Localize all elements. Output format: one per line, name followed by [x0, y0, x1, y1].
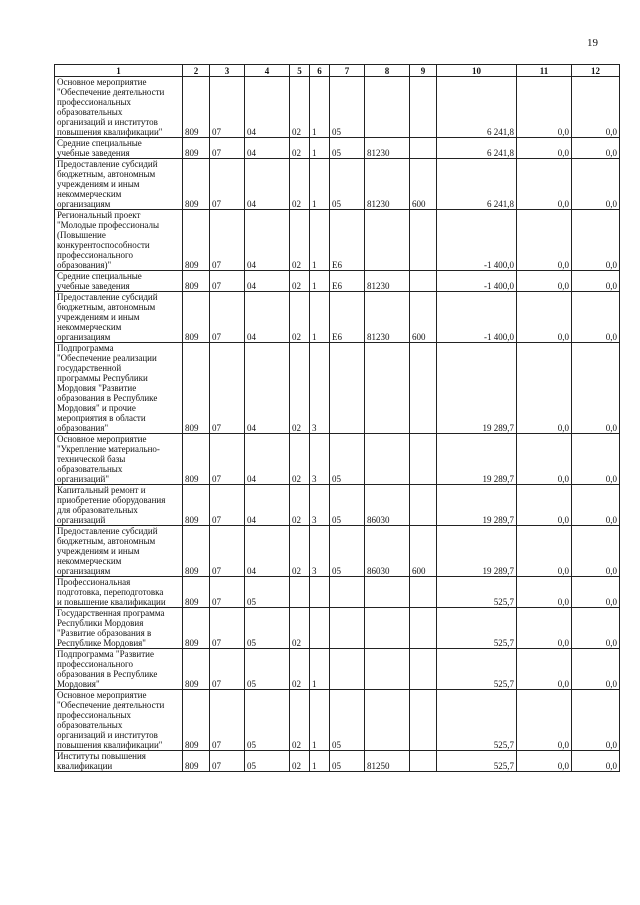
subprogram-cell: 1: [310, 292, 330, 343]
program-cell: 02: [290, 690, 310, 751]
column-header: 4: [245, 65, 290, 77]
amount-cell: 19 289,7: [437, 343, 517, 434]
amount-cell: 0,0: [572, 434, 620, 485]
section-cell: 07: [210, 690, 245, 751]
activity-cell: [330, 577, 365, 608]
subsection-cell: 04: [245, 434, 290, 485]
amount-cell: 0,0: [572, 608, 620, 649]
activity-cell: 05: [330, 159, 365, 210]
subprogram-cell: 3: [310, 526, 330, 577]
activity-cell: E6: [330, 271, 365, 292]
activity-cell: [330, 343, 365, 434]
subprogram-cell: 1: [310, 751, 330, 772]
subsection-cell: 04: [245, 292, 290, 343]
expense-type-cell: [410, 608, 437, 649]
amount-cell: 0,0: [517, 138, 572, 159]
section-cell: 07: [210, 159, 245, 210]
direction-cell: [365, 690, 410, 751]
activity-cell: 05: [330, 138, 365, 159]
expense-type-cell: [410, 210, 437, 271]
grbs-cell: 809: [183, 526, 210, 577]
activity-cell: 05: [330, 526, 365, 577]
subsection-cell: 04: [245, 77, 290, 138]
amount-cell: 0,0: [517, 751, 572, 772]
subprogram-cell: 3: [310, 485, 330, 526]
amount-cell: 0,0: [572, 292, 620, 343]
column-header: 2: [183, 65, 210, 77]
direction-cell: [365, 434, 410, 485]
row-name-cell: Средние специальные учебные заведения: [55, 138, 183, 159]
grbs-cell: 809: [183, 690, 210, 751]
column-header: 7: [330, 65, 365, 77]
table-row: [55, 210, 620, 271]
subsection-cell: 04: [245, 485, 290, 526]
amount-cell: 0,0: [517, 77, 572, 138]
activity-cell: 05: [330, 434, 365, 485]
amount-cell: 0,0: [517, 649, 572, 690]
table-row: [55, 159, 620, 210]
activity-cell: 05: [330, 690, 365, 751]
table-row: [55, 608, 620, 649]
amount-cell: 0,0: [572, 485, 620, 526]
table-row: [55, 751, 620, 772]
section-cell: 07: [210, 77, 245, 138]
column-header: 3: [210, 65, 245, 77]
program-cell: 02: [290, 608, 310, 649]
subprogram-cell: 3: [310, 343, 330, 434]
row-name-cell: Региональный проект "Молодые профессионалы (Повышение конкурентоспособности профессионального образования)": [55, 210, 183, 271]
expense-type-cell: [410, 271, 437, 292]
section-cell: 07: [210, 138, 245, 159]
section-cell: 07: [210, 434, 245, 485]
subprogram-cell: 1: [310, 210, 330, 271]
expense-type-cell: [410, 690, 437, 751]
expense-type-cell: [410, 77, 437, 138]
column-header: 12: [572, 65, 620, 77]
activity-cell: E6: [330, 210, 365, 271]
amount-cell: 0,0: [517, 577, 572, 608]
row-name-cell: Государственная программа Республики Мордовия "Развитие образования в Республике Мордовия": [55, 608, 183, 649]
table-row: [55, 485, 620, 526]
amount-cell: 0,0: [572, 343, 620, 434]
grbs-cell: 809: [183, 434, 210, 485]
table-row: [55, 526, 620, 577]
subprogram-cell: 1: [310, 138, 330, 159]
column-header: 5: [290, 65, 310, 77]
subprogram-cell: [310, 608, 330, 649]
subsection-cell: 05: [245, 690, 290, 751]
subprogram-cell: 1: [310, 690, 330, 751]
subprogram-cell: 1: [310, 271, 330, 292]
direction-cell: [365, 210, 410, 271]
amount-cell: -1 400,0: [437, 292, 517, 343]
activity-cell: [330, 608, 365, 649]
grbs-cell: 809: [183, 159, 210, 210]
table-row: [55, 343, 620, 434]
program-cell: 02: [290, 210, 310, 271]
grbs-cell: 809: [183, 751, 210, 772]
program-cell: 02: [290, 649, 310, 690]
page-number: 19: [587, 37, 598, 49]
section-cell: 07: [210, 271, 245, 292]
table-row: [55, 434, 620, 485]
expense-type-cell: [410, 577, 437, 608]
subprogram-cell: 1: [310, 649, 330, 690]
grbs-cell: 809: [183, 485, 210, 526]
subsection-cell: 04: [245, 138, 290, 159]
table-row: [55, 577, 620, 608]
amount-cell: 0,0: [517, 690, 572, 751]
direction-cell: 81250: [365, 751, 410, 772]
amount-cell: 0,0: [517, 608, 572, 649]
amount-cell: 0,0: [517, 210, 572, 271]
column-header: 10: [437, 65, 517, 77]
program-cell: 02: [290, 138, 310, 159]
expense-type-cell: [410, 138, 437, 159]
subsection-cell: 04: [245, 210, 290, 271]
program-cell: 02: [290, 271, 310, 292]
subsection-cell: 04: [245, 159, 290, 210]
amount-cell: 0,0: [517, 271, 572, 292]
direction-cell: [365, 577, 410, 608]
direction-cell: 86030: [365, 485, 410, 526]
column-header: 1: [55, 65, 183, 77]
subsection-cell: 04: [245, 526, 290, 577]
activity-cell: 05: [330, 751, 365, 772]
direction-cell: 81230: [365, 159, 410, 210]
amount-cell: 0,0: [517, 526, 572, 577]
section-cell: 07: [210, 649, 245, 690]
direction-cell: 81230: [365, 271, 410, 292]
section-cell: 07: [210, 343, 245, 434]
amount-cell: 19 289,7: [437, 485, 517, 526]
expense-type-cell: [410, 751, 437, 772]
expense-type-cell: 600: [410, 526, 437, 577]
section-cell: 07: [210, 526, 245, 577]
amount-cell: 0,0: [572, 77, 620, 138]
table-row: [55, 271, 620, 292]
direction-cell: [365, 649, 410, 690]
activity-cell: E6: [330, 292, 365, 343]
subprogram-cell: 1: [310, 159, 330, 210]
section-cell: 07: [210, 608, 245, 649]
direction-cell: [365, 77, 410, 138]
expense-type-cell: 600: [410, 292, 437, 343]
section-cell: 07: [210, 292, 245, 343]
table-row: [55, 138, 620, 159]
row-name-cell: Основное мероприятие "Обеспечение деятельности профессиональных образовательных организаций и институтов повышения квалификации": [55, 690, 183, 751]
row-name-cell: Капитальный ремонт и приобретение оборудования для образовательных организаций: [55, 485, 183, 526]
amount-cell: 525,7: [437, 649, 517, 690]
amount-cell: 0,0: [572, 138, 620, 159]
activity-cell: 05: [330, 485, 365, 526]
program-cell: [290, 577, 310, 608]
program-cell: 02: [290, 751, 310, 772]
row-name-cell: Средние специальные учебные заведения: [55, 271, 183, 292]
subsection-cell: 04: [245, 343, 290, 434]
header-row: [55, 65, 620, 77]
row-name-cell: Предоставление субсидий бюджетным, автономным учреждениям и иным некоммерческим организациям: [55, 292, 183, 343]
amount-cell: 0,0: [517, 159, 572, 210]
row-name-cell: Профессиональная подготовка, переподготовка и повышение квалификации: [55, 577, 183, 608]
activity-cell: [330, 649, 365, 690]
grbs-cell: 809: [183, 343, 210, 434]
grbs-cell: 809: [183, 138, 210, 159]
amount-cell: 525,7: [437, 751, 517, 772]
amount-cell: 0,0: [517, 434, 572, 485]
amount-cell: -1 400,0: [437, 210, 517, 271]
amount-cell: 19 289,7: [437, 434, 517, 485]
amount-cell: 0,0: [572, 526, 620, 577]
grbs-cell: 809: [183, 649, 210, 690]
budget-table: [54, 64, 620, 772]
amount-cell: 6 241,8: [437, 159, 517, 210]
grbs-cell: 809: [183, 608, 210, 649]
amount-cell: 0,0: [572, 210, 620, 271]
amount-cell: 0,0: [572, 159, 620, 210]
program-cell: 02: [290, 343, 310, 434]
subsection-cell: 05: [245, 608, 290, 649]
grbs-cell: 809: [183, 77, 210, 138]
program-cell: 02: [290, 77, 310, 138]
amount-cell: 525,7: [437, 690, 517, 751]
grbs-cell: 809: [183, 577, 210, 608]
amount-cell: 6 241,8: [437, 77, 517, 138]
subsection-cell: 04: [245, 271, 290, 292]
amount-cell: 0,0: [517, 485, 572, 526]
direction-cell: [365, 343, 410, 434]
column-header: 8: [365, 65, 410, 77]
program-cell: 02: [290, 434, 310, 485]
table-row: [55, 77, 620, 138]
table-row: [55, 690, 620, 751]
section-cell: 07: [210, 485, 245, 526]
amount-cell: 0,0: [572, 577, 620, 608]
column-header: 11: [517, 65, 572, 77]
row-name-cell: Подпрограмма "Обеспечение реализации государственной программы Республики Мордовия "Развитие образования в Республике Мордовия" и прочие мероприятия в области образования": [55, 343, 183, 434]
row-name-cell: Институты повышения квалификации: [55, 751, 183, 772]
expense-type-cell: [410, 649, 437, 690]
amount-cell: 6 241,8: [437, 138, 517, 159]
grbs-cell: 809: [183, 271, 210, 292]
section-cell: 07: [210, 577, 245, 608]
subsection-cell: 05: [245, 577, 290, 608]
subprogram-cell: 3: [310, 434, 330, 485]
row-name-cell: Основное мероприятие "Укрепление материально- технической базы образовательных организаций": [55, 434, 183, 485]
amount-cell: 0,0: [517, 292, 572, 343]
direction-cell: [365, 608, 410, 649]
table-row: [55, 649, 620, 690]
direction-cell: 81230: [365, 138, 410, 159]
row-name-cell: Основное мероприятие "Обеспечение деятельности профессиональных образовательных организаций и институтов повышения квалификации": [55, 77, 183, 138]
program-cell: 02: [290, 526, 310, 577]
grbs-cell: 809: [183, 210, 210, 271]
subprogram-cell: [310, 577, 330, 608]
amount-cell: 19 289,7: [437, 526, 517, 577]
section-cell: 07: [210, 210, 245, 271]
amount-cell: 0,0: [572, 271, 620, 292]
expense-type-cell: 600: [410, 159, 437, 210]
expense-type-cell: [410, 485, 437, 526]
amount-cell: -1 400,0: [437, 271, 517, 292]
grbs-cell: 809: [183, 292, 210, 343]
direction-cell: 81230: [365, 292, 410, 343]
section-cell: 07: [210, 751, 245, 772]
activity-cell: 05: [330, 77, 365, 138]
expense-type-cell: [410, 434, 437, 485]
program-cell: 02: [290, 292, 310, 343]
subsection-cell: 05: [245, 751, 290, 772]
row-name-cell: Подпрограмма "Развитие профессионального образования в Республике Мордовия": [55, 649, 183, 690]
program-cell: 02: [290, 159, 310, 210]
amount-cell: 0,0: [572, 649, 620, 690]
amount-cell: 0,0: [517, 343, 572, 434]
row-name-cell: Предоставление субсидий бюджетным, автономным учреждениям и иным некоммерческим организациям: [55, 159, 183, 210]
amount-cell: 0,0: [572, 690, 620, 751]
subsection-cell: 05: [245, 649, 290, 690]
column-header: 9: [410, 65, 437, 77]
amount-cell: 525,7: [437, 608, 517, 649]
amount-cell: 525,7: [437, 577, 517, 608]
program-cell: 02: [290, 485, 310, 526]
table-row: [55, 292, 620, 343]
direction-cell: 86030: [365, 526, 410, 577]
subprogram-cell: 1: [310, 77, 330, 138]
amount-cell: 0,0: [572, 751, 620, 772]
expense-type-cell: [410, 343, 437, 434]
row-name-cell: Предоставление субсидий бюджетным, автономным учреждениям и иным некоммерческим организациям: [55, 526, 183, 577]
column-header: 6: [310, 65, 330, 77]
